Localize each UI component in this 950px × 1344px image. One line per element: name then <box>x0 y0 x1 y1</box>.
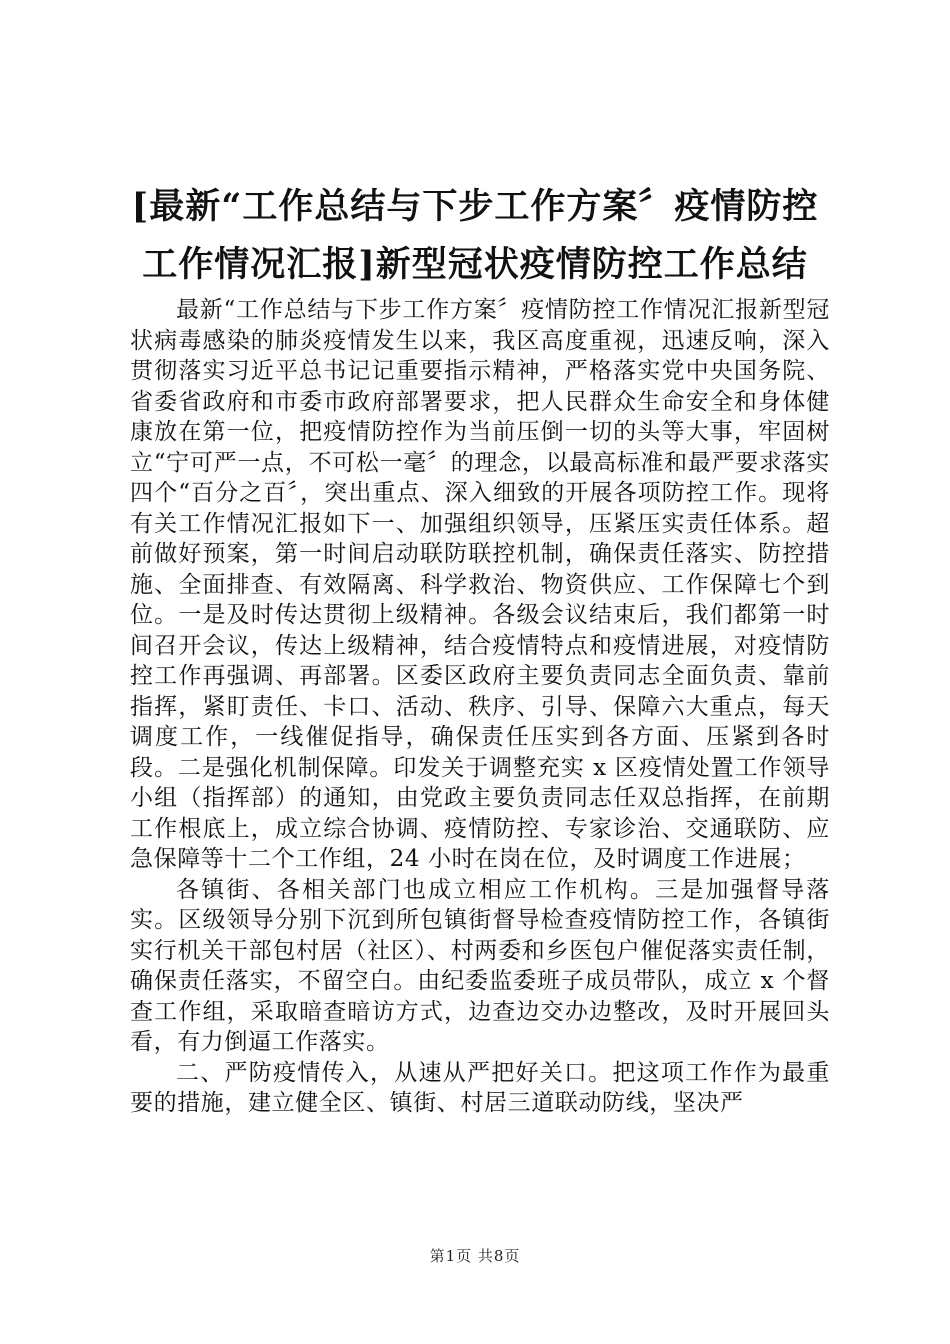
title-line-1: [最新“工作总结与下步工作方案〞疫情防控 <box>131 186 819 227</box>
paragraph-3: 二、严防疫情传入，从速从严把好关口。把这项工作作为最重要的措施，建立健全区、镇街、村居三道联动防线，坚决严 <box>130 1059 830 1116</box>
paragraph-1: 最新“工作总结与下步工作方案〞疫情防控工作情况汇报新型冠状病毒感染的肺炎疫情发生以来，我区高度重视，迅速反响，深入贯彻落实习近平总书记记重要指示精神，严格落实党中央国务院、省委省政府和市委市政府部署要求，把人民群众生命安全和身体健康放在第一位，把疫情防控作为当前压倒一切的头等大事，牢固树立“宁可严一点，不可松一毫〞的理念，以最高标准和最严要求落实四个“百分之百〞，突出重点、深入细致的开展各项防控工作。现将有关工作情况汇报如下一、加强组织领导，压紧压实责任体系。超前做好预案，第一时间启动联防联控机制，确保责任落实、防控措施、全面排查、有效隔离、科学救治、物资供应、工作保障七个到位。一是及时传达贯彻上级精神。各级会议结束后，我们都第一时间召开会议，传达上级精神，结合疫情特点和疫情进展，对疫情防控工作再强调、再部署。区委区政府主要负责同志全面负责、靠前指挥，紧盯责任、卡口、活动、秩序、引导、保障六大重点，每天调度工作，一线催促指导，确保责任压实到各方面、压紧到各时段。二是强化机制保障。印发关于调整充实 x 区疫情处置工作领导小组（指挥部）的通知，由党政主要负责同志任双总指挥，在前期工作根底上，成立综合协调、疫情防控、专家诊治、交通联防、应急保障等十二个工作组，24 小时在岗在位，及时调度工作进展； <box>130 297 830 872</box>
paragraph-2: 各镇街、各相关部门也成立相应工作机构。三是加强督导落实。区级领导分别下沉到所包镇街督导检查疫情防控工作，各镇街实行机关干部包村居（社区）、村两委和乡医包户催促落实责任制，确保责任落实，不留空白。由纪委监委班子成员带队，成立 x 个督查工作组，采取暗查暗访方式，边查边交办边整改，及时开展回头看，有力倒逼工作落实。 <box>130 876 830 1055</box>
title-line-2: 工作情况汇报]新型冠状疫情防控工作总结 <box>142 244 808 285</box>
document-title <box>120 178 830 294</box>
document-body <box>130 295 830 1119</box>
page-footer: 第1页 共8页 <box>429 1247 521 1265</box>
